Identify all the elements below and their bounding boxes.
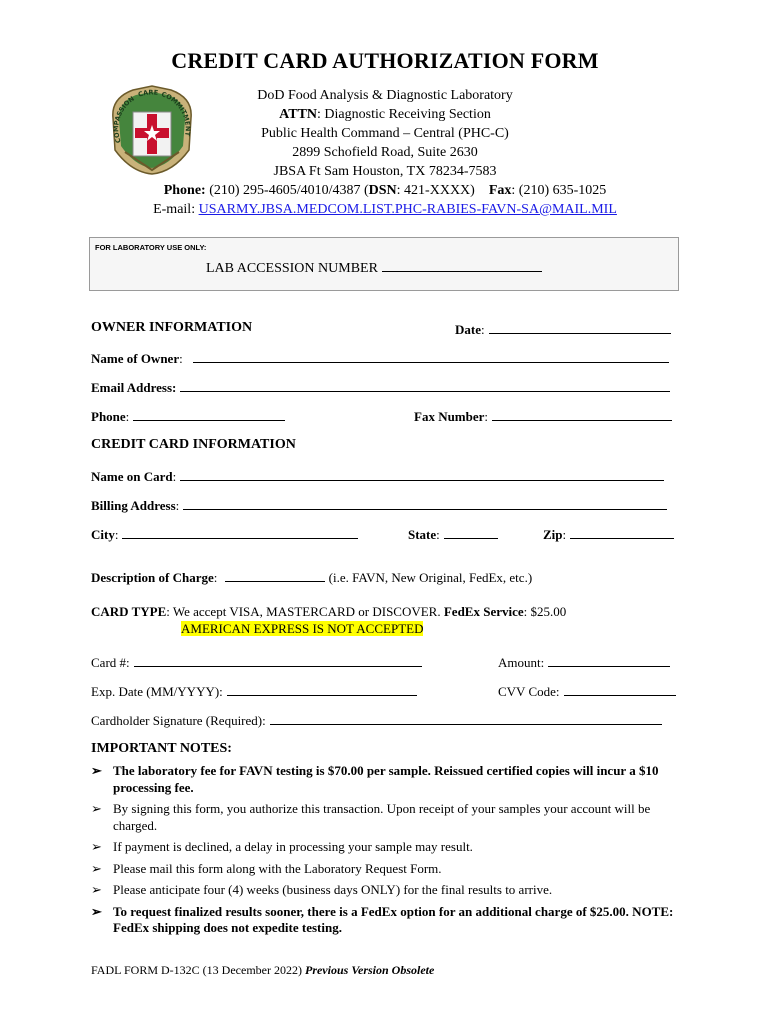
attn-line: [0, 105, 770, 124]
amount-field: [498, 654, 670, 671]
owner-section-heading: OWNER INFORMATION: [91, 320, 253, 335]
card-number-label: Card #:: [91, 655, 130, 670]
bullet-arrow-icon: ➢: [91, 903, 102, 919]
form-id: FADL FORM D-132C (13 December 2022): [91, 963, 305, 977]
amex-warning: AMERICAN EXPRESS IS NOT ACCEPTED: [181, 621, 424, 636]
form-footer: [91, 963, 434, 978]
fax-value: : (210) 635-1025: [511, 183, 607, 198]
fedex-service-label: FedEx Service: [443, 604, 524, 619]
description-input-line[interactable]: [225, 569, 325, 582]
billing-address-label: Billing Address: [91, 498, 176, 513]
attn-text: : Diagnostic Receiving Section: [317, 107, 491, 122]
bullet-arrow-icon: ➢: [91, 839, 102, 854]
card-type-label: CARD TYPE: [91, 604, 167, 619]
street-address: 2899 Schofield Road, Suite 2630: [292, 145, 478, 160]
description-field: Description of Charge: (i.e. FAVN, New Original, FedEx, etc.): [91, 570, 533, 585]
accession-input-line[interactable]: [382, 259, 542, 272]
amount-label: Amount:: [498, 655, 545, 670]
city-input-line[interactable]: [122, 526, 358, 539]
state-field: State:: [408, 526, 498, 543]
zip-field: Zip:: [543, 526, 674, 543]
phone-label: Phone:: [163, 183, 206, 198]
date-input-line[interactable]: [489, 321, 671, 334]
city-address: JBSA Ft Sam Houston, TX 78234-7583: [273, 164, 497, 179]
zip-input-line[interactable]: [570, 526, 674, 539]
note-item: ➢ To request finalized results sooner, there is a FedEx option for an additional charge of $25.00. NOTE: FedEx shipping does not expedite testing.: [91, 903, 674, 935]
billing-address-field: Billing Address:: [91, 497, 667, 514]
date-field: Date:: [455, 321, 671, 338]
card-number-field: [91, 654, 422, 671]
lab-accession-field: [206, 259, 542, 277]
description-label: Description of Charge: [91, 570, 214, 585]
email-address-label: Email Address:: [91, 380, 177, 395]
owner-phone-label: Phone: [91, 409, 126, 424]
signature-field: [91, 712, 662, 729]
name-on-card-input-line[interactable]: [180, 468, 664, 481]
billing-address-input-line[interactable]: [183, 497, 667, 510]
name-on-card-label: Name on Card: [91, 469, 173, 484]
note-item: ➢ By signing this form, you authorize this transaction. Upon receipt of your samples your account will be charged.: [91, 801, 651, 833]
card-number-input-line[interactable]: [134, 654, 422, 667]
fax-number-field: Fax Number:: [414, 408, 672, 425]
attn-label: ATTN: [279, 107, 318, 122]
lab-name: DoD Food Analysis & Diagnostic Laboratory: [257, 88, 513, 103]
accession-label: LAB ACCESSION NUMBER: [206, 261, 378, 276]
state-label: State: [408, 527, 437, 542]
card-type-text: : We accept VISA, MASTERCARD or DISCOVER.: [166, 604, 444, 619]
exp-date-field: [91, 683, 417, 700]
state-input-line[interactable]: [444, 526, 498, 539]
note-item: ➢ Please anticipate four (4) weeks (business days ONLY) for the final results to arrive.: [91, 882, 553, 897]
fax-number-label: Fax Number: [414, 409, 485, 424]
dsn-label: DSN: [368, 183, 397, 198]
contact-email-line: [0, 200, 770, 219]
email-address-input-line[interactable]: [180, 379, 670, 392]
note-item: ➢ Please mail this form along with the Laboratory Request Form.: [91, 860, 442, 876]
phone-value: (210) 295-4605/4010/4387 (: [205, 183, 369, 198]
zip-label: Zip: [543, 527, 563, 542]
signature-input-line[interactable]: [270, 712, 662, 725]
owner-name-label: Name of Owner: [91, 351, 180, 366]
fedex-service-value: : $25.00: [523, 604, 567, 619]
notes-heading: IMPORTANT NOTES:: [91, 741, 232, 756]
form-title: CREDIT CARD AUTHORIZATION FORM: [171, 48, 599, 73]
email-label: E-mail:: [153, 202, 199, 217]
obsolete-note: Previous Version Obsolete: [304, 963, 435, 977]
fax-label: Fax: [488, 183, 512, 198]
crest-text-top: CARE: [137, 88, 159, 99]
owner-phone-input-line[interactable]: [133, 408, 285, 421]
owner-name-input-line[interactable]: [193, 350, 669, 363]
date-label: Date: [455, 322, 481, 337]
exp-date-input-line[interactable]: [227, 683, 417, 696]
owner-phone-field: Phone:: [91, 408, 285, 425]
amount-input-line[interactable]: [548, 654, 670, 667]
card-section-heading: CREDIT CARD INFORMATION: [91, 437, 296, 452]
lab-use-note: FOR LABORATORY USE ONLY:: [95, 243, 207, 252]
lab-use-box: [89, 237, 679, 291]
description-hint: (i.e. FAVN, New Original, FedEx, etc.): [325, 570, 533, 585]
bullet-arrow-icon: ➢: [91, 801, 102, 816]
city-field: City:: [91, 526, 358, 543]
cvv-label: CVV Code:: [498, 684, 560, 699]
cvv-input-line[interactable]: [564, 683, 676, 696]
note-item: ➢ The laboratory fee for FAVN testing is $70.00 per sample. Reissued certified copies will incur a $10 processing fee.: [91, 763, 659, 795]
name-on-card-field: Name on Card:: [91, 468, 664, 485]
email-link[interactable]: USARMY.JBSA.MEDCOM.LIST.PHC-RABIES-FAVN-SA@MAIL.MIL: [198, 202, 617, 217]
crest-text-right: COMMITMENT: [160, 90, 192, 137]
signature-label: Cardholder Signature (Required):: [91, 713, 266, 728]
card-type-line: [91, 604, 566, 620]
notes-list: [91, 763, 681, 942]
owner-name-field: Name of Owner:: [91, 350, 669, 367]
email-address-field: [91, 379, 670, 396]
bullet-arrow-icon: ➢: [91, 882, 102, 897]
city-label: City: [91, 527, 115, 542]
bullet-arrow-icon: ➢: [91, 860, 102, 876]
bullet-arrow-icon: ➢: [91, 763, 102, 778]
command-line: Public Health Command – Central (PHC-C): [261, 126, 509, 141]
crest-text-left: COMPASSION: [112, 94, 136, 145]
exp-date-label: Exp. Date (MM/YYYY):: [91, 684, 223, 699]
fax-number-input-line[interactable]: [492, 408, 672, 421]
cvv-field: [498, 683, 676, 700]
note-item: ➢ If payment is declined, a delay in processing your sample may result.: [91, 839, 473, 854]
contact-phone-line: [0, 181, 770, 200]
dsn-value: : 421-XXXX): [396, 183, 475, 198]
